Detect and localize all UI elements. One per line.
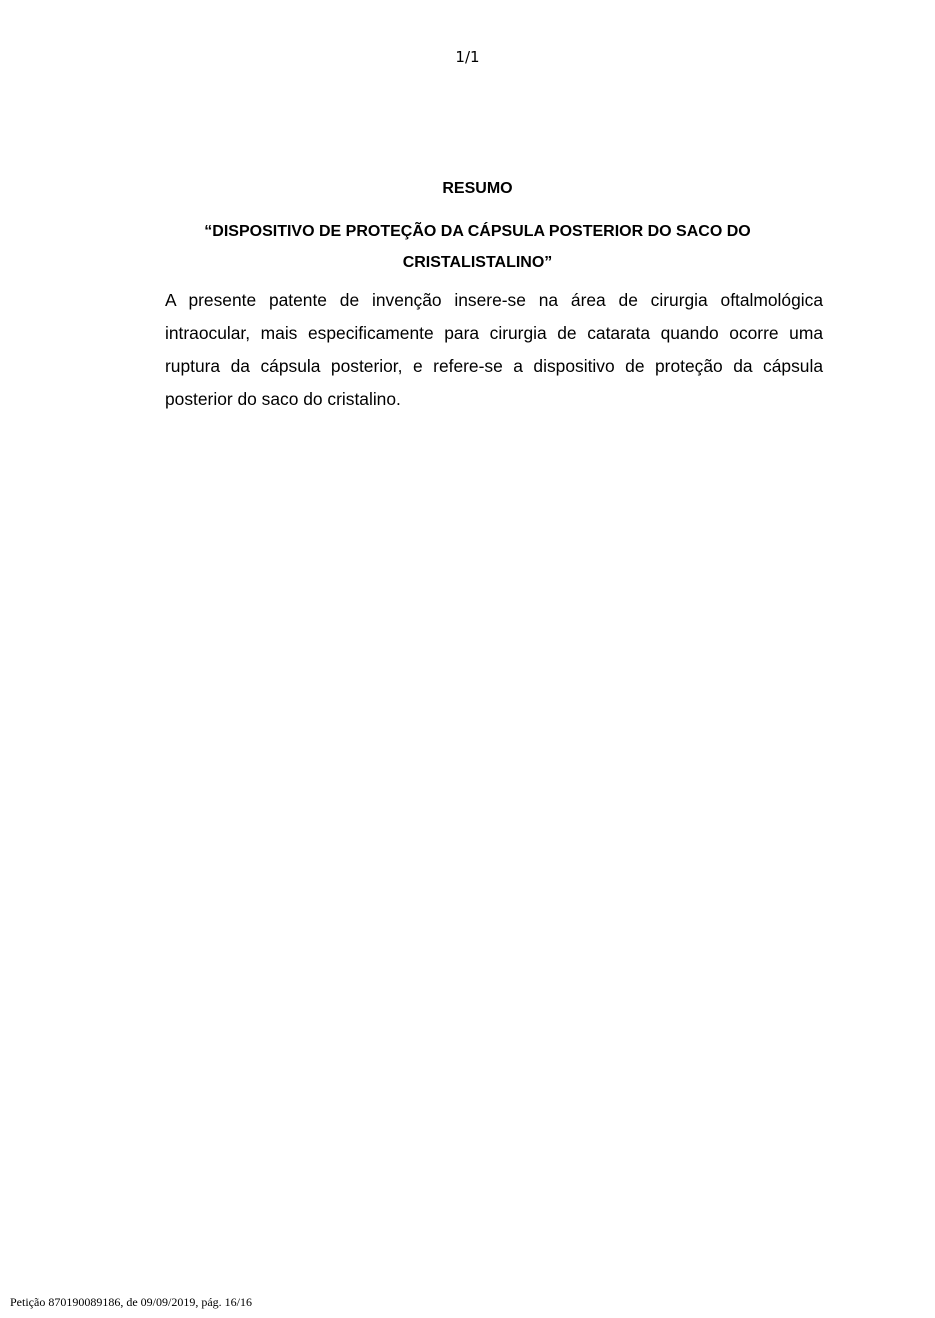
document-title: “DISPOSITIVO DE PROTEÇÃO DA CÁPSULA POSTERIOR DO SACO DO CRISTALISTALINO” xyxy=(204,223,751,271)
section-heading: RESUMO xyxy=(442,180,513,197)
abstract-paragraph: A presente patente de invenção insere-se na área de cirurgia oftalmológica intraocular, mais especificamente para cirurgia de catarata quando ocorre uma ruptura da cápsula posterior, e refere-se a dispositivo de proteção da cápsula posterior do saco do cristalino. xyxy=(165,290,823,409)
petition-footer: Petição 870190089186, de 09/09/2019, pág. 16/16 xyxy=(10,1295,252,1309)
page-number: 1/1 xyxy=(455,48,480,66)
